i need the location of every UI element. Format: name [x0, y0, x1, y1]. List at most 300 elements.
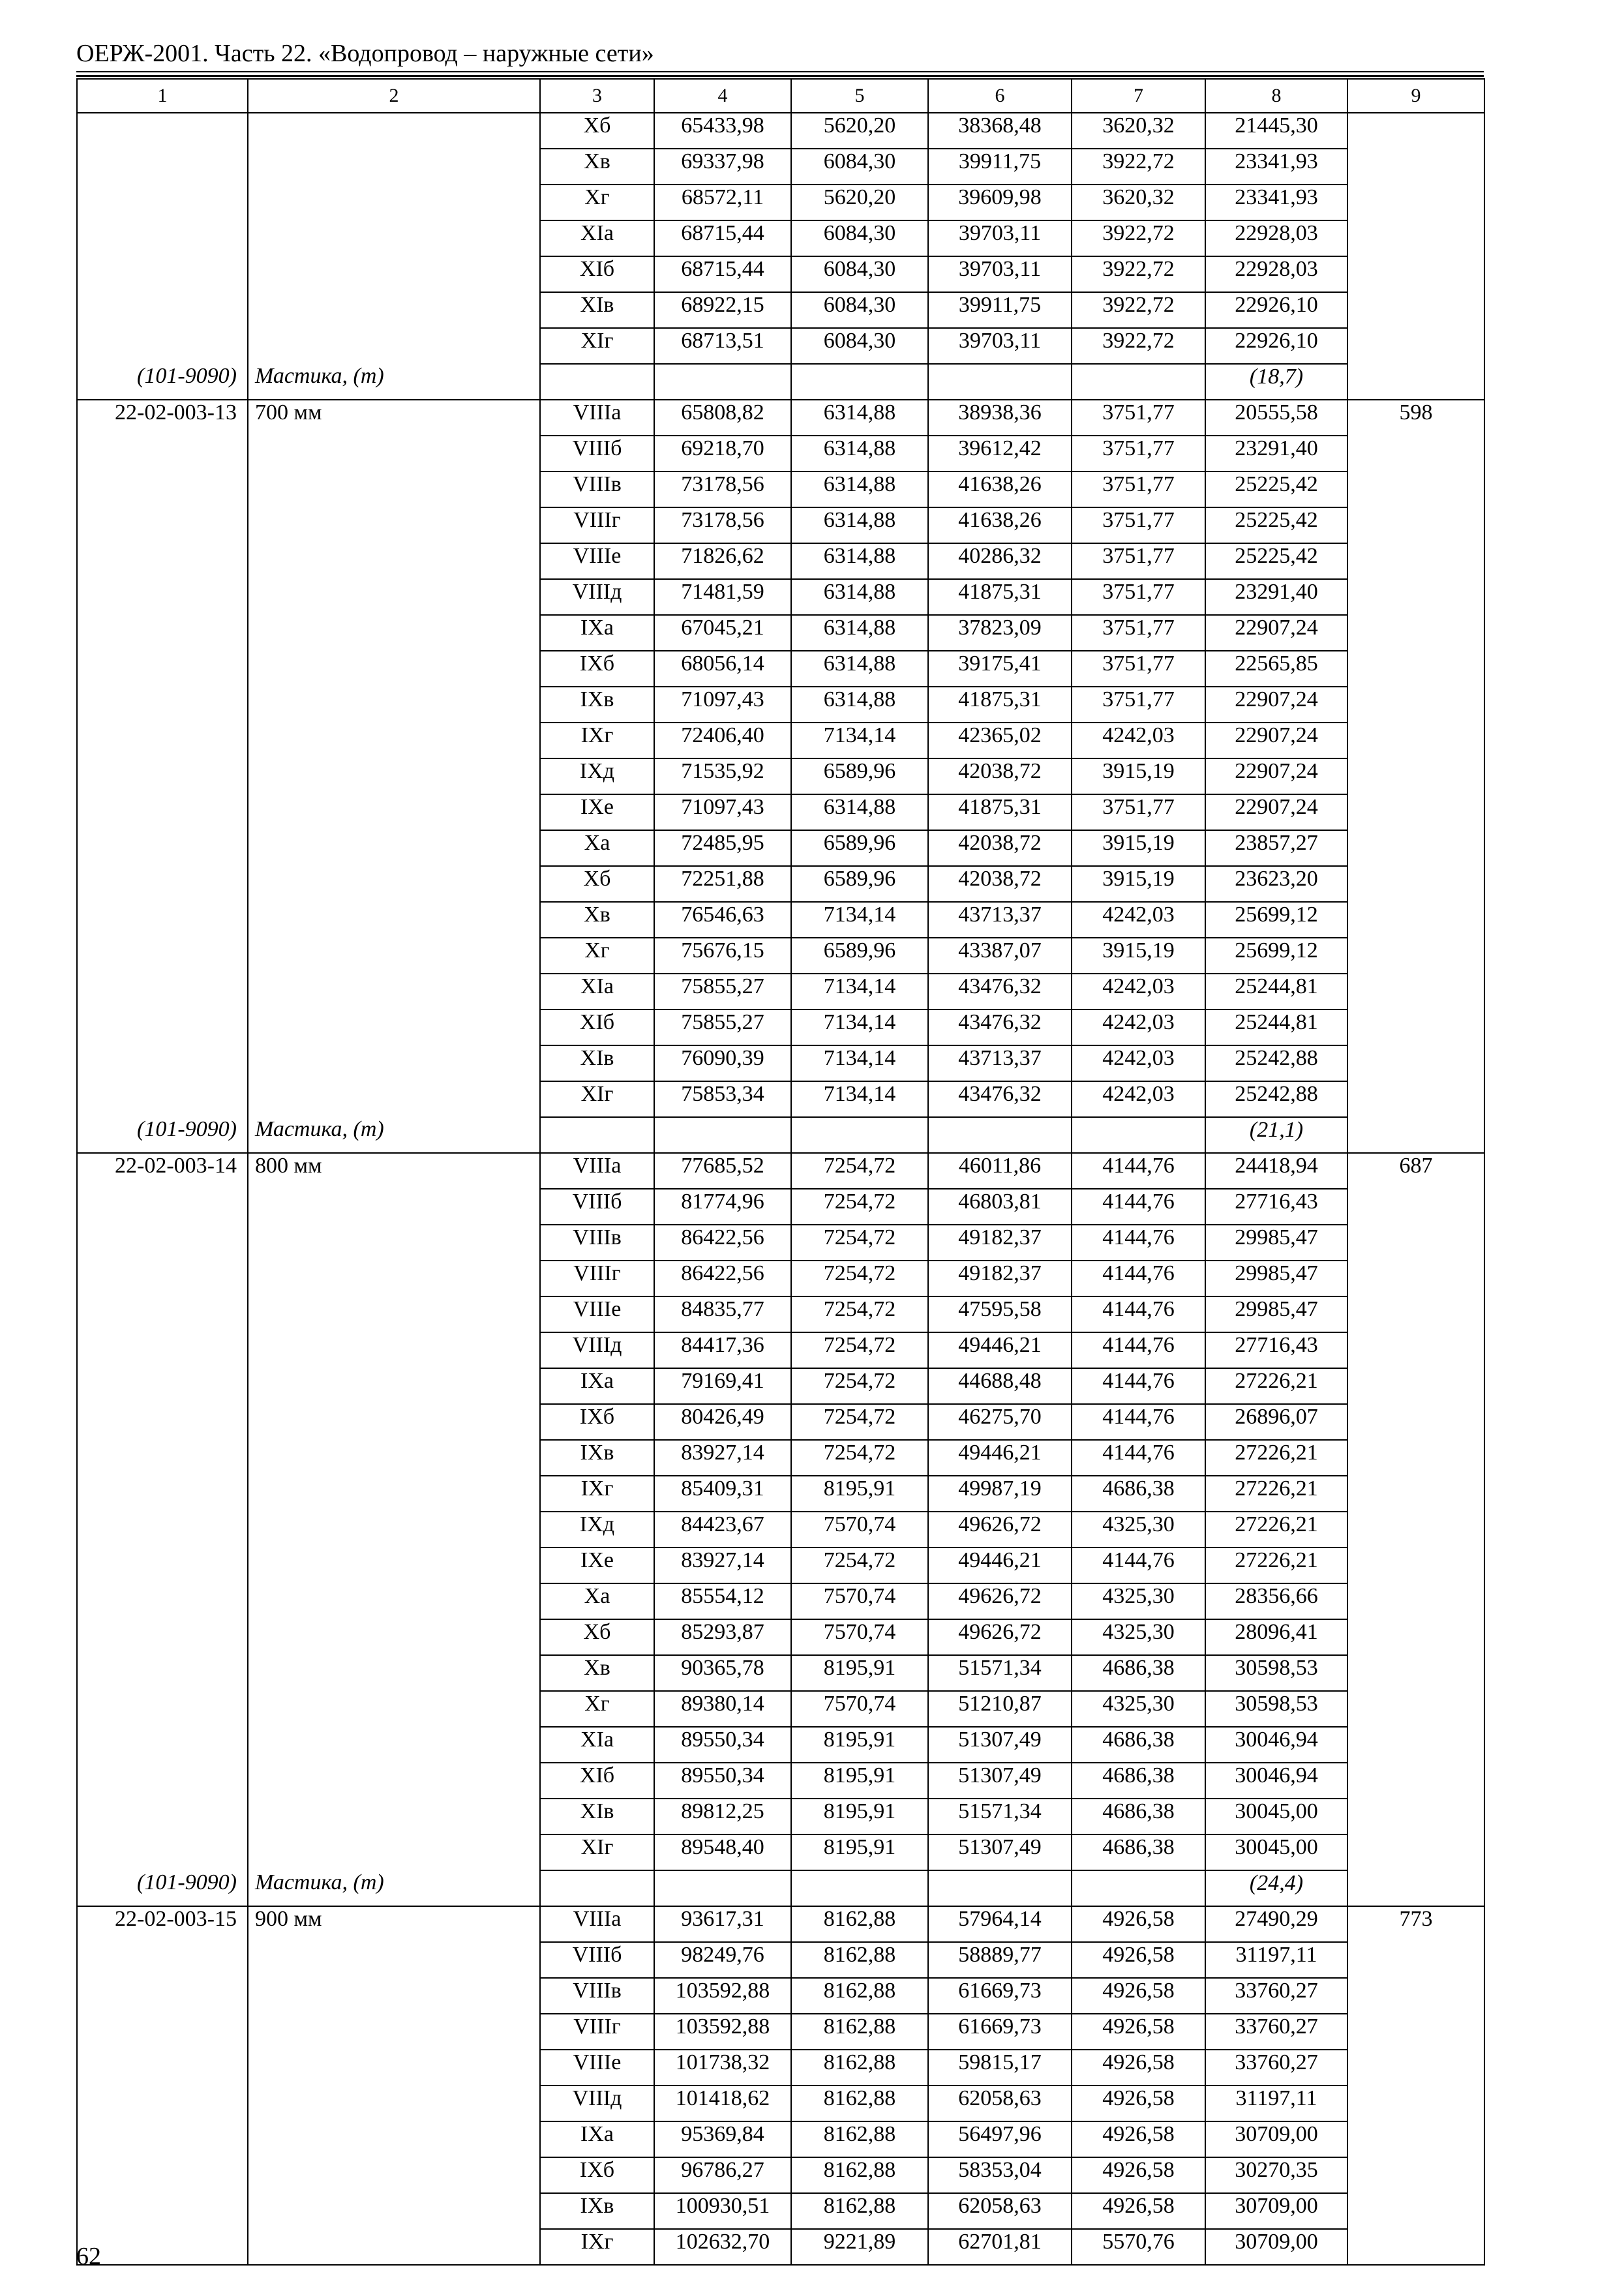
value-cell-6: 43476,32	[928, 974, 1072, 1010]
description-cell	[248, 758, 540, 794]
value-cell-4: 73178,56	[654, 471, 791, 507]
value-cell-6: 51307,49	[928, 1834, 1072, 1870]
value-cell-8: 27490,29	[1205, 1906, 1347, 1942]
value-cell-6: 47595,58	[928, 1296, 1072, 1332]
value-cell-6: 49446,21	[928, 1440, 1072, 1476]
value-cell-4: 84835,77	[654, 1296, 791, 1332]
table-row	[77, 974, 1484, 1010]
table-row	[77, 1010, 1484, 1045]
value-cell-9	[1347, 723, 1484, 758]
value-cell-8: 25242,88	[1205, 1081, 1347, 1117]
table-row	[77, 1332, 1484, 1368]
value-cell-3: XIа	[540, 220, 654, 256]
table-row	[77, 292, 1484, 328]
value-cell-6: 39609,98	[928, 185, 1072, 220]
value-cell-3: Xв	[540, 902, 654, 938]
table-row	[77, 1978, 1484, 2014]
code-cell	[77, 113, 248, 149]
description-cell	[248, 1727, 540, 1763]
value-cell-9	[1347, 1045, 1484, 1081]
value-cell-5: 8162,88	[791, 2014, 928, 2050]
code-cell	[77, 436, 248, 471]
value-cell-6	[928, 1117, 1072, 1153]
description-cell	[248, 1010, 540, 1045]
description-cell	[248, 328, 540, 364]
value-cell-6: 37823,09	[928, 615, 1072, 651]
value-cell-8: 27226,21	[1205, 1476, 1347, 1512]
value-cell-8: 30046,94	[1205, 1727, 1347, 1763]
value-cell-6: 51307,49	[928, 1727, 1072, 1763]
value-cell-8: 30709,00	[1205, 2229, 1347, 2265]
value-cell-5: 8195,91	[791, 1834, 928, 1870]
code-cell	[77, 902, 248, 938]
description-cell: Мастика, (т)	[248, 1117, 540, 1153]
description-cell	[248, 687, 540, 723]
column-number-9: 9	[1347, 79, 1484, 113]
value-cell-9	[1347, 1727, 1484, 1763]
description-cell	[248, 1225, 540, 1261]
code-cell	[77, 687, 248, 723]
description-cell	[248, 471, 540, 507]
value-cell-6: 41638,26	[928, 471, 1072, 507]
value-cell-8: 30709,00	[1205, 2121, 1347, 2157]
value-cell-9	[1347, 364, 1484, 400]
value-cell-4: 84423,67	[654, 1512, 791, 1548]
value-cell-3: Xг	[540, 938, 654, 974]
value-cell-9	[1347, 974, 1484, 1010]
value-cell-5: 5620,20	[791, 185, 928, 220]
value-cell-3: VIIIа	[540, 400, 654, 436]
description-cell	[248, 615, 540, 651]
value-cell-3: IXв	[540, 2193, 654, 2229]
column-number-row	[77, 79, 1484, 113]
value-cell-8: 27226,21	[1205, 1548, 1347, 1583]
value-cell-5: 7134,14	[791, 1045, 928, 1081]
table-row	[77, 1189, 1484, 1225]
value-cell-3: IXд	[540, 1512, 654, 1548]
code-cell	[77, 220, 248, 256]
value-cell-9	[1347, 651, 1484, 687]
value-cell-9	[1347, 2086, 1484, 2121]
value-cell-8: 23291,40	[1205, 436, 1347, 471]
value-cell-5: 8195,91	[791, 1655, 928, 1691]
code-cell	[77, 2050, 248, 2086]
table-row	[77, 1870, 1484, 1906]
value-cell-5: 7570,74	[791, 1583, 928, 1619]
value-cell-9	[1347, 1978, 1484, 2014]
table-row	[77, 1153, 1484, 1189]
value-cell-8: 25244,81	[1205, 1010, 1347, 1045]
code-cell: 22-02-003-15	[77, 1906, 248, 1942]
header-rule	[76, 71, 1484, 72]
code-cell	[77, 1583, 248, 1619]
value-cell-3: VIIIд	[540, 1332, 654, 1368]
value-cell-9	[1347, 2157, 1484, 2193]
value-cell-5: 7254,72	[791, 1189, 928, 1225]
value-cell-5: 8162,88	[791, 1978, 928, 2014]
table-row	[77, 1906, 1484, 1942]
value-cell-5: 7134,14	[791, 1081, 928, 1117]
value-cell-4: 89380,14	[654, 1691, 791, 1727]
value-cell-6	[928, 1870, 1072, 1906]
value-cell-5: 7254,72	[791, 1404, 928, 1440]
value-cell-8: 22926,10	[1205, 328, 1347, 364]
value-cell-7: 4686,38	[1072, 1727, 1205, 1763]
code-cell	[77, 149, 248, 185]
value-cell-8: (18,7)	[1205, 364, 1347, 400]
value-cell-3: XIб	[540, 256, 654, 292]
value-cell-9	[1347, 902, 1484, 938]
value-cell-3: IXг	[540, 2229, 654, 2265]
value-cell-5: 7254,72	[791, 1440, 928, 1476]
value-cell-5: 7570,74	[791, 1512, 928, 1548]
value-cell-3: XIб	[540, 1763, 654, 1799]
value-cell-8: 25242,88	[1205, 1045, 1347, 1081]
value-cell-8: 33760,27	[1205, 2050, 1347, 2086]
value-cell-8: 21445,30	[1205, 113, 1347, 149]
value-cell-4: 65808,82	[654, 400, 791, 436]
value-cell-4: 85554,12	[654, 1583, 791, 1619]
code-cell	[77, 1619, 248, 1655]
code-cell	[77, 1727, 248, 1763]
value-cell-9: 687	[1347, 1153, 1484, 1189]
value-cell-6: 42038,72	[928, 866, 1072, 902]
value-cell-4: 89550,34	[654, 1763, 791, 1799]
value-cell-6: 41875,31	[928, 687, 1072, 723]
table-row	[77, 364, 1484, 400]
value-cell-3: VIIIв	[540, 471, 654, 507]
value-cell-3: VIIIе	[540, 1296, 654, 1332]
value-cell-9	[1347, 149, 1484, 185]
description-cell	[248, 1332, 540, 1368]
value-cell-7: 3915,19	[1072, 830, 1205, 866]
value-cell-7: 4325,30	[1072, 1619, 1205, 1655]
value-cell-8: 25244,81	[1205, 974, 1347, 1010]
code-cell	[77, 1655, 248, 1691]
value-cell-4: 79169,41	[654, 1368, 791, 1404]
table-row	[77, 723, 1484, 758]
value-cell-7: 4926,58	[1072, 2050, 1205, 2086]
value-cell-8: 27716,43	[1205, 1189, 1347, 1225]
value-cell-6: 39703,11	[928, 220, 1072, 256]
value-cell-4: 81774,96	[654, 1189, 791, 1225]
description-cell	[248, 2229, 540, 2265]
page-number: 62	[76, 2243, 101, 2270]
value-cell-6: 38938,36	[928, 400, 1072, 436]
value-cell-7: 4926,58	[1072, 2193, 1205, 2229]
value-cell-3: VIIIг	[540, 2014, 654, 2050]
value-cell-5: 6314,88	[791, 794, 928, 830]
value-cell-9	[1347, 1799, 1484, 1834]
code-cell	[77, 256, 248, 292]
value-cell-7	[1072, 1117, 1205, 1153]
value-cell-4: 71826,62	[654, 543, 791, 579]
table-row	[77, 507, 1484, 543]
value-cell-7: 3751,77	[1072, 436, 1205, 471]
value-cell-9	[1347, 794, 1484, 830]
value-cell-3: Xв	[540, 1655, 654, 1691]
value-cell-3: VIIIг	[540, 507, 654, 543]
value-cell-6: 49626,72	[928, 1583, 1072, 1619]
value-cell-5: 6314,88	[791, 471, 928, 507]
code-cell	[77, 543, 248, 579]
table-row	[77, 579, 1484, 615]
table-row	[77, 902, 1484, 938]
value-cell-5: 6589,96	[791, 758, 928, 794]
value-cell-5: 6589,96	[791, 830, 928, 866]
value-cell-4: 93617,31	[654, 1906, 791, 1942]
code-cell	[77, 974, 248, 1010]
code-cell	[77, 1834, 248, 1870]
value-cell-6: 49626,72	[928, 1619, 1072, 1655]
value-cell-6: 39703,11	[928, 328, 1072, 364]
description-cell	[248, 1799, 540, 1834]
description-cell	[248, 794, 540, 830]
value-cell-7: 4242,03	[1072, 1081, 1205, 1117]
code-cell	[77, 723, 248, 758]
code-cell	[77, 328, 248, 364]
table-row	[77, 185, 1484, 220]
code-cell	[77, 1225, 248, 1261]
value-cell-3	[540, 364, 654, 400]
value-cell-7: 4926,58	[1072, 2014, 1205, 2050]
value-cell-9	[1347, 1117, 1484, 1153]
value-cell-8: 27716,43	[1205, 1332, 1347, 1368]
column-number-2: 2	[248, 79, 540, 113]
value-cell-8: 23291,40	[1205, 579, 1347, 615]
value-cell-8: 31197,11	[1205, 2086, 1347, 2121]
table-row	[77, 830, 1484, 866]
value-cell-9	[1347, 830, 1484, 866]
value-cell-8: 29985,47	[1205, 1261, 1347, 1296]
price-table	[76, 78, 1485, 2266]
value-cell-6: 62058,63	[928, 2086, 1072, 2121]
value-cell-7: 3922,72	[1072, 149, 1205, 185]
value-cell-6: 49446,21	[928, 1548, 1072, 1583]
value-cell-5: 7254,72	[791, 1332, 928, 1368]
table-row	[77, 1368, 1484, 1404]
value-cell-6: 49182,37	[928, 1261, 1072, 1296]
value-cell-3	[540, 1117, 654, 1153]
value-cell-5: 7570,74	[791, 1691, 928, 1727]
table-row	[77, 1261, 1484, 1296]
value-cell-5: 8162,88	[791, 2193, 928, 2229]
description-cell	[248, 1045, 540, 1081]
table-row	[77, 1583, 1484, 1619]
value-cell-7: 4242,03	[1072, 1010, 1205, 1045]
value-cell-6: 56497,96	[928, 2121, 1072, 2157]
value-cell-5: 6589,96	[791, 938, 928, 974]
value-cell-4: 98249,76	[654, 1942, 791, 1978]
code-cell	[77, 2229, 248, 2265]
code-cell	[77, 1512, 248, 1548]
description-cell	[248, 220, 540, 256]
value-cell-6: 43476,32	[928, 1010, 1072, 1045]
value-cell-3: XIв	[540, 292, 654, 328]
value-cell-7: 4242,03	[1072, 723, 1205, 758]
value-cell-7: 4926,58	[1072, 2121, 1205, 2157]
value-cell-4: 76090,39	[654, 1045, 791, 1081]
value-cell-3: Xг	[540, 185, 654, 220]
code-cell	[77, 866, 248, 902]
table-row	[77, 1655, 1484, 1691]
table-row	[77, 436, 1484, 471]
value-cell-6: 51571,34	[928, 1655, 1072, 1691]
value-cell-3: VIIIб	[540, 436, 654, 471]
description-cell	[248, 1512, 540, 1548]
value-cell-9	[1347, 1081, 1484, 1117]
value-cell-7	[1072, 364, 1205, 400]
value-cell-9	[1347, 1404, 1484, 1440]
value-cell-7: 4926,58	[1072, 1906, 1205, 1942]
value-cell-3: VIIIб	[540, 1189, 654, 1225]
table-row	[77, 1404, 1484, 1440]
value-cell-7: 3620,32	[1072, 185, 1205, 220]
value-cell-8: 30045,00	[1205, 1834, 1347, 1870]
value-cell-7: 4325,30	[1072, 1691, 1205, 1727]
value-cell-8: 28356,66	[1205, 1583, 1347, 1619]
description-cell	[248, 1583, 540, 1619]
value-cell-4: 75855,27	[654, 974, 791, 1010]
value-cell-6: 49987,19	[928, 1476, 1072, 1512]
table-row	[77, 1548, 1484, 1583]
value-cell-5: 7254,72	[791, 1296, 928, 1332]
table-row	[77, 1081, 1484, 1117]
value-cell-5: 8162,88	[791, 2086, 928, 2121]
value-cell-8: 23341,93	[1205, 149, 1347, 185]
code-cell	[77, 2121, 248, 2157]
description-cell	[248, 1081, 540, 1117]
code-cell	[77, 292, 248, 328]
description-cell: Мастика, (т)	[248, 364, 540, 400]
value-cell-4: 75853,34	[654, 1081, 791, 1117]
code-cell	[77, 1404, 248, 1440]
value-cell-5: 8195,91	[791, 1799, 928, 1834]
value-cell-5: 7254,72	[791, 1548, 928, 1583]
value-cell-6: 43713,37	[928, 1045, 1072, 1081]
value-cell-8: 27226,21	[1205, 1368, 1347, 1404]
table-row	[77, 2014, 1484, 2050]
code-cell	[77, 1476, 248, 1512]
table-row	[77, 2086, 1484, 2121]
value-cell-9	[1347, 1010, 1484, 1045]
table-row	[77, 1296, 1484, 1332]
value-cell-6: 39175,41	[928, 651, 1072, 687]
value-cell-7: 4325,30	[1072, 1583, 1205, 1619]
value-cell-7: 3922,72	[1072, 292, 1205, 328]
value-cell-7: 3922,72	[1072, 220, 1205, 256]
value-cell-5: 7254,72	[791, 1225, 928, 1261]
value-cell-9	[1347, 1942, 1484, 1978]
column-number-6: 6	[928, 79, 1072, 113]
value-cell-6: 49446,21	[928, 1332, 1072, 1368]
value-cell-3: IXа	[540, 1368, 654, 1404]
value-cell-3: IXб	[540, 651, 654, 687]
value-cell-8: 22928,03	[1205, 256, 1347, 292]
value-cell-6	[928, 364, 1072, 400]
value-cell-7: 3922,72	[1072, 256, 1205, 292]
description-cell	[248, 902, 540, 938]
code-cell: (101-9090)	[77, 1117, 248, 1153]
value-cell-5: 8195,91	[791, 1476, 928, 1512]
value-cell-9	[1347, 1512, 1484, 1548]
description-cell	[248, 1548, 540, 1583]
value-cell-4: 86422,56	[654, 1261, 791, 1296]
value-cell-9	[1347, 292, 1484, 328]
value-cell-7: 4686,38	[1072, 1799, 1205, 1834]
description-cell	[248, 1296, 540, 1332]
value-cell-4: 95369,84	[654, 2121, 791, 2157]
value-cell-5: 6084,30	[791, 256, 928, 292]
value-cell-9	[1347, 2229, 1484, 2265]
value-cell-5: 6314,88	[791, 615, 928, 651]
value-cell-6: 41875,31	[928, 579, 1072, 615]
value-cell-4: 83927,14	[654, 1548, 791, 1583]
value-cell-6: 61669,73	[928, 2014, 1072, 2050]
value-cell-5: 8162,88	[791, 2157, 928, 2193]
value-cell-9	[1347, 1332, 1484, 1368]
description-cell	[248, 1619, 540, 1655]
value-cell-9	[1347, 1619, 1484, 1655]
value-cell-5: 6314,88	[791, 687, 928, 723]
value-cell-4: 103592,88	[654, 1978, 791, 2014]
value-cell-4: 101738,32	[654, 2050, 791, 2086]
value-cell-9	[1347, 220, 1484, 256]
value-cell-7: 3751,77	[1072, 507, 1205, 543]
code-cell	[77, 185, 248, 220]
value-cell-8: 22928,03	[1205, 220, 1347, 256]
value-cell-8: 25225,42	[1205, 507, 1347, 543]
value-cell-7: 5570,76	[1072, 2229, 1205, 2265]
description-cell	[248, 974, 540, 1010]
value-cell-5: 8162,88	[791, 1942, 928, 1978]
description-cell	[248, 113, 540, 149]
value-cell-7: 4686,38	[1072, 1655, 1205, 1691]
description-cell	[248, 1476, 540, 1512]
value-cell-4: 89812,25	[654, 1799, 791, 1834]
value-cell-9	[1347, 471, 1484, 507]
value-cell-9	[1347, 2014, 1484, 2050]
code-cell	[77, 1548, 248, 1583]
code-cell: (101-9090)	[77, 1870, 248, 1906]
value-cell-4: 69218,70	[654, 436, 791, 471]
value-cell-3: IXв	[540, 1440, 654, 1476]
value-cell-7: 4144,76	[1072, 1153, 1205, 1189]
table-row	[77, 758, 1484, 794]
value-cell-5: 7570,74	[791, 1619, 928, 1655]
value-cell-9	[1347, 1296, 1484, 1332]
value-cell-9	[1347, 2193, 1484, 2229]
value-cell-8: 23857,27	[1205, 830, 1347, 866]
value-cell-5: 6084,30	[791, 328, 928, 364]
table-row	[77, 400, 1484, 436]
value-cell-9	[1347, 758, 1484, 794]
code-cell	[77, 1799, 248, 1834]
description-cell	[248, 2193, 540, 2229]
value-cell-5: 7134,14	[791, 902, 928, 938]
value-cell-6: 42365,02	[928, 723, 1072, 758]
value-cell-5	[791, 364, 928, 400]
description-cell	[248, 938, 540, 974]
value-cell-3: VIIIб	[540, 1942, 654, 1978]
table-row	[77, 1117, 1484, 1153]
description-cell	[248, 1368, 540, 1404]
code-cell	[77, 1081, 248, 1117]
table-row	[77, 1799, 1484, 1834]
value-cell-4: 72485,95	[654, 830, 791, 866]
value-cell-9	[1347, 687, 1484, 723]
value-cell-8: 25225,42	[1205, 543, 1347, 579]
